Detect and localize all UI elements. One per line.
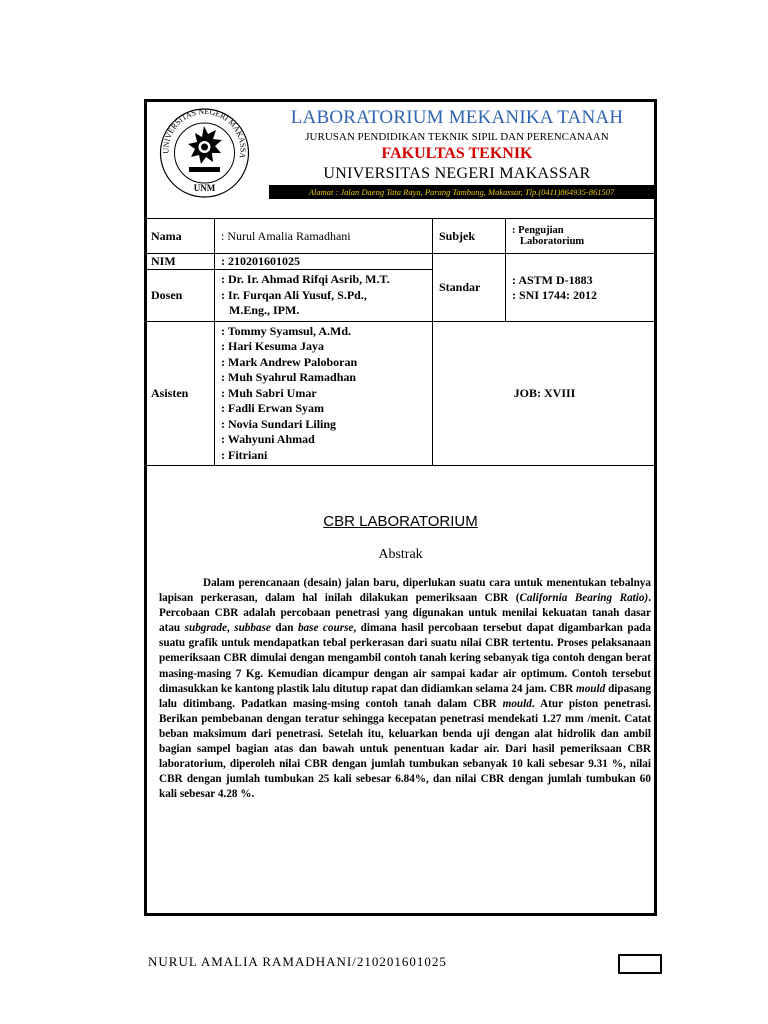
abstract-italic: base course bbox=[297, 622, 354, 635]
job-label: JOB: XVIII bbox=[433, 322, 657, 466]
logo-ring-text: UNIVERSITAS NEGERI MAKASSA bbox=[161, 106, 248, 160]
dosen-item: : Ir. Furqan Ali Yusuf, S.Pd., bbox=[221, 287, 367, 302]
unm-logo-graphic bbox=[151, 106, 258, 200]
standar-value bbox=[506, 254, 657, 322]
asisten-item: : Tommy Syamsul, A.Md. bbox=[221, 323, 352, 338]
unm-logo-icon bbox=[151, 106, 258, 200]
abstract-body bbox=[159, 576, 651, 802]
lab-title: LABORATORIUM MEKANIKA TANAH bbox=[290, 107, 624, 128]
abstract-text: , bbox=[226, 622, 235, 635]
subjek-value bbox=[506, 219, 657, 254]
letterhead-text bbox=[260, 106, 654, 185]
abstract-italic: mould bbox=[502, 697, 532, 710]
standar-label: Standar bbox=[433, 254, 506, 322]
asisten-item: : Fitriani bbox=[221, 447, 268, 462]
abstract-text: . Percobaan CBR adalah percobaan penetrasi yang digunakan untuk menilai kekuatan tanah dasar atau bbox=[159, 592, 651, 635]
standar-line: : ASTM D-1883 bbox=[512, 272, 593, 287]
jurusan-title: JURUSAN PENDIDIKAN TEKNIK SIPIL DAN PERENCANAAN bbox=[305, 131, 609, 143]
abstract-text: Dalam perencanaan (desain) jalan baru, diperlukan suatu cara untuk menentukan tebalnya lapisan perkerasan, dalam hal inilah dilakukan pemeriksaan CBR ( bbox=[159, 577, 651, 605]
asisten-item: : Mark Andrew Paloboran bbox=[221, 354, 358, 369]
abstract-italic: mould bbox=[576, 682, 606, 695]
abstract-italic: subbase bbox=[234, 622, 271, 635]
dosen-item: M.Eng., IPM. bbox=[229, 303, 300, 318]
document-frame bbox=[144, 99, 657, 916]
asisten-item: : Muh Sabri Umar bbox=[221, 385, 317, 400]
letterhead bbox=[147, 102, 654, 205]
asisten-list bbox=[215, 322, 433, 466]
nama-value: : Nurul Amalia Ramadhani bbox=[215, 219, 433, 254]
subjek-label: Subjek bbox=[433, 219, 506, 254]
subjek-line-2: Laboratorium bbox=[520, 236, 585, 247]
abstract-heading: Abstrak bbox=[378, 547, 423, 562]
footer-name: NURUL AMALIA RAMADHANI/210201601025 bbox=[148, 954, 447, 969]
abstract-italic: subgrade bbox=[184, 622, 227, 635]
logo-abbr: UNM bbox=[193, 183, 216, 193]
abstract-text: dipasang lalu ditimbang. Padatkan masing-msing contoh tanah dalam CBR bbox=[159, 682, 651, 710]
asisten-item: : Fadli Erwan Syam bbox=[221, 401, 325, 416]
abstract-text: dan bbox=[270, 622, 298, 635]
asisten-item: : Muh Syahrul Ramadhan bbox=[221, 370, 357, 385]
nama-label: Nama bbox=[145, 219, 215, 254]
abstract-text: . Atur piston penetrasi. Berikan pembebanan dengan teratur sehingga kecepatan penetrasi mendekati 1.27 mm /menit. Catat beban maksimum dari penetrasi. Setelah itu, keluarkan benda uji dengan alat hidrolik dan ambil bagian sampel bagian atas dan bawah untuk penentuan kadar air. Dari hasil pemeriksaan CBR laboratorium, diperoleh nilai CBR dengan jumlah tumbukan sebanyak 10 kali sebesar 9.31 %, nilai CBR dengan jumlah tumbukan 25 kali sebesar 6.84%, dan nilai CBR dengan jumlah tumbukan 60 kali sebesar 4.28 %. bbox=[159, 697, 651, 801]
asisten-item: : Wahyuni Ahmad bbox=[221, 432, 315, 447]
university-title: UNIVERSITAS NEGERI MAKASSAR bbox=[323, 165, 591, 182]
asisten-item: : Hari Kesuma Jaya bbox=[221, 339, 324, 354]
standar-line: : SNI 1744: 2012 bbox=[512, 287, 598, 302]
info-table bbox=[144, 218, 657, 466]
asisten-label: Asisten bbox=[145, 322, 215, 466]
nim-label: NIM bbox=[145, 254, 215, 270]
abstract-italic: California Bearing Ratio) bbox=[519, 592, 649, 605]
dosen-label: Dosen bbox=[145, 270, 215, 322]
asisten-item: : Novia Sundari Liling bbox=[221, 416, 337, 431]
nim-value: : 210201601025 bbox=[215, 254, 433, 270]
abstract-text: , dimana hasil percobaan tersebut dapat digambarkan pada suatu grafik untuk mendapatkan tebal perkerasan dari suatu nilai CBR tertentu. Proses pelaksanaan pemeriksaan CBR dimulai dengan mengambil contoh tanah kering sebanyak tiga contoh dengan berat masing-masing 7 Kg. Kemudian dicampur dengan air sampai kadar air optimum. Contoh tersebut dimasukkan ke kantong plastik lalu ditutup rapat dan didiamkan selama 24 jam. CBR bbox=[159, 622, 651, 695]
address-bar: Alamat : Jalan Daeng Tata Raya, Parang Tambung, Makassar, Tlp.(0411)864935-861507 bbox=[269, 185, 654, 199]
fakultas-title: FAKULTAS TEKNIK bbox=[381, 145, 533, 162]
subjek-line-1: : Pengujian bbox=[512, 225, 564, 236]
document-title: CBR LABORATORIUM bbox=[323, 513, 478, 530]
dosen-item: : Dr. Ir. Ahmad Rifqi Asrib, M.T. bbox=[221, 272, 390, 287]
dosen-list bbox=[215, 270, 433, 322]
page-number-box bbox=[618, 954, 662, 974]
